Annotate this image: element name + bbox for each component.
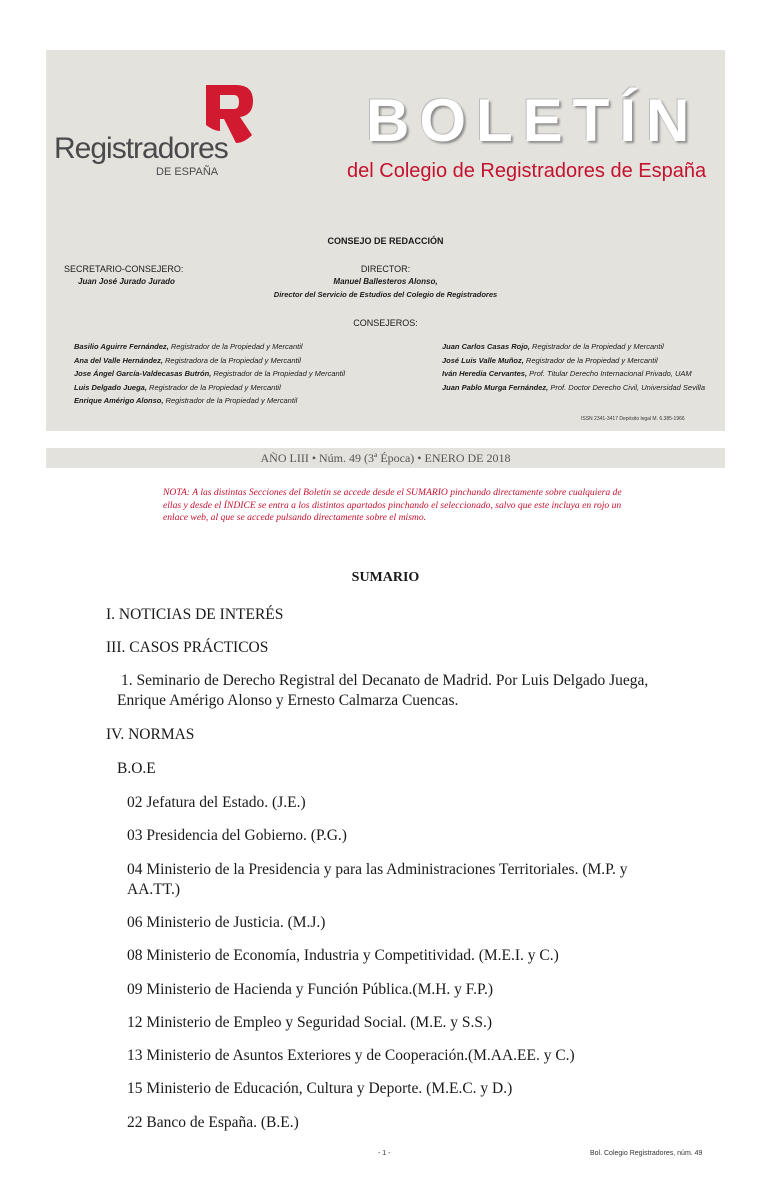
consejero-entry: Jose Ángel García-Valdecasas Butrón, Registrador de la Propiedad y Mercantil [74,369,346,378]
director-label: DIRECTOR: [360,264,411,274]
navigation-note: NOTA: A las distintas Secciones del Boletín se accede desde el SUMARIO pinchando directamente sobre cualquiera de ellas y desde el ÍNDICE se entra a los distintos apartados pinchando el seleccionado, salvo que este incluya en rojo un enlace web, al que se accede pulsando directamente sobre el mismo. [163,487,622,523]
secretary-name: Juan José Jurado Jurado [78,277,175,286]
sumario-title: SUMARIO [351,570,420,585]
boe-item-link[interactable]: 15 Ministerio de Educación, Cultura y Deporte. (M.E.C. y D.) [127,1080,513,1097]
masthead [46,50,725,431]
section-link-noticias[interactable]: I. NOTICIAS DE INTERÉS [106,606,284,623]
boe-item-link[interactable]: 06 Ministerio de Justicia. (M.J.) [127,914,326,931]
boe-item-link[interactable]: 22 Banco de España. (B.E.) [127,1114,299,1131]
issue-line: AÑO LIII • Núm. 49 (3ª Época) • ENERO DE 2018 [46,448,725,468]
consejero-entry: Basilio Aguirre Fernández, Registrador de la Propiedad y Mercantil [74,342,303,351]
boe-item-link[interactable]: 09 Ministerio de Hacienda y Función Pública.(M.H. y F.P.) [127,981,493,998]
logo-subtitle: DE ESPAÑA [156,166,219,178]
boe-item-link[interactable]: 13 Ministerio de Asuntos Exteriores y de Cooperación.(M.AA.EE. y C.) [127,1047,575,1064]
footer-reference: Bol. Colegio Registradores, núm. 49 [590,1150,703,1157]
boe-item-link[interactable]: 02 Jefatura del Estado. (J.E.) [127,794,306,811]
issn-line: ISSN 2341-3417 Depósito legal M. 6.385-1966 [581,416,685,422]
consejeros-right-list [442,340,705,394]
boe-item-link[interactable]: 08 Ministerio de Economía, Industria y Competitividad. (M.E.I. y C.) [127,947,559,964]
consejero-entry: José Luis Valle Muñoz, Registrador de la Propiedad y Mercantil [442,355,658,365]
bulletin-subtitle: del Colegio de Registradores de España [347,160,707,182]
consejero-entry: Juan Pablo Murga Fernández, Prof. Doctor Derecho Civil, Universidad Sevilla [442,382,706,392]
consejero-entry: Luis Delgado Juega, Registrador de la Propiedad y Mercantil [74,382,281,392]
consejero-entry: Iván Heredia Cervantes, Prof. Titular Derecho Internacional Privado, UAM [442,369,692,378]
consejeros-left-list [74,340,345,408]
council-title: CONSEJO DE REDACCIÓN [327,236,444,246]
boe-item-link[interactable]: 04 Ministerio de la Presidencia y para las Administraciones Territoriales. (M.P. y AA.TT.) [127,861,628,898]
director-role: Director del Servicio de Estudios del Colegio de Registradores [273,290,498,299]
page-number: - 1 - [378,1150,391,1157]
director-name: Manuel Ballesteros Alonso, [333,277,438,286]
section-link-seminario[interactable]: 1. Seminario de Derecho Registral del Decanato de Madrid. Por Luis Delgado Juega, Enrique Amérigo Alonso y Ernesto Calmarza Cuencas. [117,672,649,709]
secretary-label: SECRETARIO-CONSEJERO: [64,264,184,274]
consejero-entry: Ana del Valle Hernández, Registradora de la Propiedad y Mercantil [74,355,301,365]
section-link-casos-practicos[interactable]: III. CASOS PRÁCTICOS [106,639,269,656]
bulletin-title: BOLETÍN [366,87,700,154]
boe-item-link[interactable]: 03 Presidencia del Gobierno. (P.G.) [127,827,347,844]
logo-wordmark: Registradores [54,132,228,165]
consejero-entry: Enrique Amérigo Alonso, Registrador de la Propiedad y Mercantil [74,396,298,405]
consejeros-label: CONSEJEROS: [353,318,418,328]
section-link-normas[interactable]: IV. NORMAS [106,726,195,743]
consejero-entry: Juan Carlos Casas Rojo, Registrador de la Propiedad y Mercantil [442,342,664,351]
section-link-boe[interactable]: B.O.E [117,760,156,777]
boe-item-link[interactable]: 12 Ministerio de Empleo y Seguridad Social. (M.E. y S.S.) [127,1014,493,1031]
